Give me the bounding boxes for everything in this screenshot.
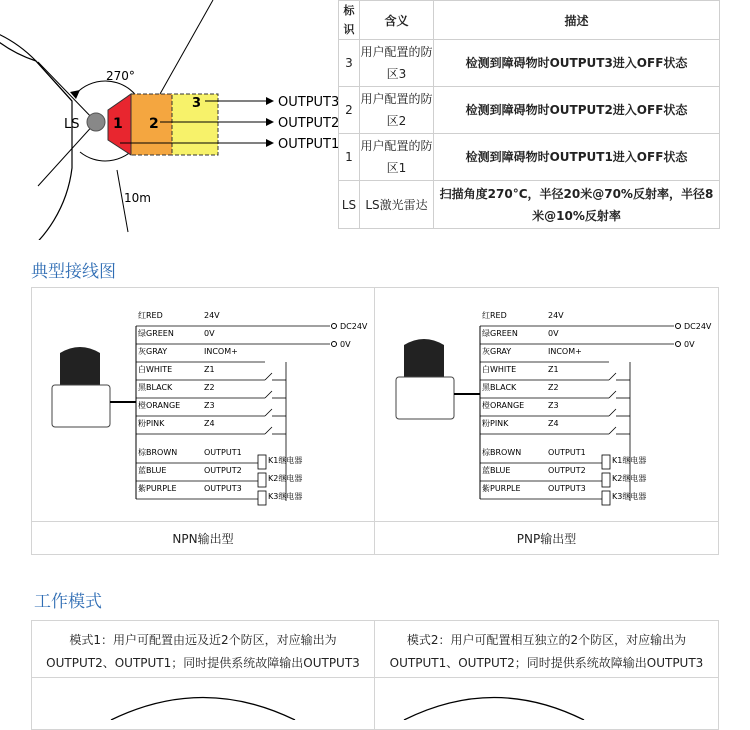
wire-signal-label: 0V — [204, 329, 215, 338]
wire-color-label: 绿GREEN — [482, 329, 518, 338]
wire-signal-label: Z2 — [204, 383, 215, 392]
wire-signal-label: OUTPUT2 — [204, 466, 242, 475]
wire-signal-label: Z2 — [548, 383, 559, 392]
relay-coil — [258, 473, 266, 487]
ov-label: 0V — [340, 340, 351, 349]
npn-wiring-diagram — [40, 305, 370, 515]
relay-label: K1继电器 — [268, 456, 303, 465]
zone-3-label: 3 — [192, 96, 202, 111]
switch-contact — [265, 373, 272, 380]
relay-coil — [602, 491, 610, 505]
relay-label: K2继电器 — [612, 474, 647, 483]
row-meaning: 用户配置的防区3 — [360, 40, 434, 87]
output2-label: OUTPUT2 — [278, 116, 340, 131]
table-header-desc: 描述 — [434, 1, 720, 40]
mode1-text: 模式1：用户可配置由远及近2个防区，对应输出为OUTPUT2、OUTPUT1；同时提供系统故障输出OUTPUT3 — [46, 633, 360, 670]
npn-caption: NPN输出型 — [172, 532, 234, 546]
wire-color-label: 黑BLACK — [138, 383, 173, 392]
wire-signal-label: OUTPUT1 — [204, 448, 242, 457]
zone-2-label: 2 — [149, 116, 159, 132]
wire-signal-label: Z4 — [548, 419, 559, 428]
wire-color-label: 紫PURPLE — [138, 484, 177, 493]
wire-signal-label: OUTPUT3 — [204, 484, 242, 493]
wire-color-label: 绿GREEN — [138, 329, 174, 338]
switch-contact — [265, 427, 272, 434]
wire-color-label: 棕BROWN — [482, 448, 522, 457]
modes-section-title: 工作模式 — [34, 592, 102, 612]
wire-signal-label: Z1 — [548, 365, 559, 374]
range-label: 10m — [124, 191, 151, 205]
wire-color-label: 紫PURPLE — [482, 484, 521, 493]
wire-color-label: 灰GRAY — [482, 347, 512, 356]
wire-signal-label: INCOM+ — [204, 347, 238, 356]
zone-table — [338, 0, 720, 229]
mode2-text: 模式2：用户可配置相互独立的2个防区，对应输出为OUTPUT1、OUTPUT2；同时提供系统故障输出OUTPUT3 — [389, 633, 704, 670]
zone-1-label: 1 — [113, 116, 123, 132]
row-id: LS — [339, 181, 360, 229]
wire-color-label: 橙ORANGE — [482, 401, 525, 410]
wire-color-label: 粉PINK — [482, 419, 509, 428]
row-id: 1 — [339, 134, 360, 181]
row-meaning: LS激光雷达 — [360, 181, 434, 229]
wire-signal-label: OUTPUT2 — [548, 466, 586, 475]
table-header-id: 标识 — [339, 1, 360, 40]
wire-color-label: 灰GRAY — [138, 347, 168, 356]
sensor-body — [396, 377, 454, 419]
dc-label: DC24V — [684, 322, 712, 331]
switch-contact — [265, 409, 272, 416]
sensor-head — [404, 339, 444, 377]
relay-coil — [602, 473, 610, 487]
table-row — [339, 87, 720, 134]
relay-coil — [258, 491, 266, 505]
switch-contact — [609, 427, 616, 434]
table-row — [339, 181, 720, 229]
pnp-caption: PNP输出型 — [516, 532, 577, 546]
sensor-body — [52, 385, 110, 427]
relay-label: K2继电器 — [268, 474, 303, 483]
wire-color-label: 红RED — [482, 311, 507, 320]
mode1-diagram — [31, 690, 375, 720]
dc-label: DC24V — [340, 322, 368, 331]
table-row — [339, 40, 720, 87]
switch-contact — [265, 391, 272, 398]
wire-color-label: 白WHITE — [138, 365, 173, 374]
wiring-section-title: 典型接线图 — [31, 262, 116, 282]
ov-label: 0V — [684, 340, 695, 349]
relay-label: K1继电器 — [612, 456, 647, 465]
switch-contact — [609, 409, 616, 416]
ov-terminal — [676, 342, 681, 347]
row-desc: 检测到障碍物时OUTPUT1进入OFF状态 — [434, 134, 720, 181]
row-desc: 检测到障碍物时OUTPUT2进入OFF状态 — [434, 87, 720, 134]
wire-signal-label: 24V — [204, 311, 220, 320]
row-desc: 扫描角度270°C，半径20米@70%反射率，半径8米@10%反射率 — [434, 181, 720, 229]
zone-diagram — [0, 0, 340, 240]
pnp-wiring-diagram — [384, 297, 714, 507]
table-header-meaning: 含义 — [360, 1, 434, 40]
wire-signal-label: INCOM+ — [548, 347, 582, 356]
wire-color-label: 橙ORANGE — [138, 401, 181, 410]
wire-signal-label: Z1 — [204, 365, 215, 374]
sensor-head — [60, 347, 100, 385]
dc-terminal — [676, 324, 681, 329]
relay-label: K3继电器 — [612, 492, 647, 501]
relay-coil — [258, 455, 266, 469]
wire-color-label: 黑BLACK — [482, 383, 517, 392]
wire-color-label: 蓝BLUE — [482, 466, 511, 475]
angle-label: 270° — [106, 69, 135, 83]
wire-signal-label: OUTPUT3 — [548, 484, 586, 493]
wire-color-label: 红RED — [138, 311, 163, 320]
wire-signal-label: Z3 — [548, 401, 559, 410]
wire-color-label: 粉PINK — [138, 419, 165, 428]
wire-signal-label: Z3 — [204, 401, 215, 410]
output3-label: OUTPUT3 — [278, 95, 340, 110]
relay-label: K3继电器 — [268, 492, 303, 501]
wire-signal-label: Z4 — [204, 419, 215, 428]
ls-label: LS — [64, 117, 80, 132]
row-meaning: 用户配置的防区1 — [360, 134, 434, 181]
row-meaning: 用户配置的防区2 — [360, 87, 434, 134]
wire-signal-label: OUTPUT1 — [548, 448, 586, 457]
row-id: 2 — [339, 87, 360, 134]
dc-terminal — [332, 324, 337, 329]
row-desc: 检测到障碍物时OUTPUT3进入OFF状态 — [434, 40, 720, 87]
switch-contact — [609, 391, 616, 398]
wire-signal-label: 24V — [548, 311, 564, 320]
wire-color-label: 蓝BLUE — [138, 466, 167, 475]
relay-coil — [602, 455, 610, 469]
switch-contact — [609, 373, 616, 380]
ov-terminal — [332, 342, 337, 347]
wire-color-label: 棕BROWN — [138, 448, 178, 457]
mode2-diagram — [374, 690, 719, 720]
output1-label: OUTPUT1 — [278, 137, 340, 152]
table-row — [339, 134, 720, 181]
wire-signal-label: 0V — [548, 329, 559, 338]
row-id: 3 — [339, 40, 360, 87]
wire-color-label: 白WHITE — [482, 365, 517, 374]
